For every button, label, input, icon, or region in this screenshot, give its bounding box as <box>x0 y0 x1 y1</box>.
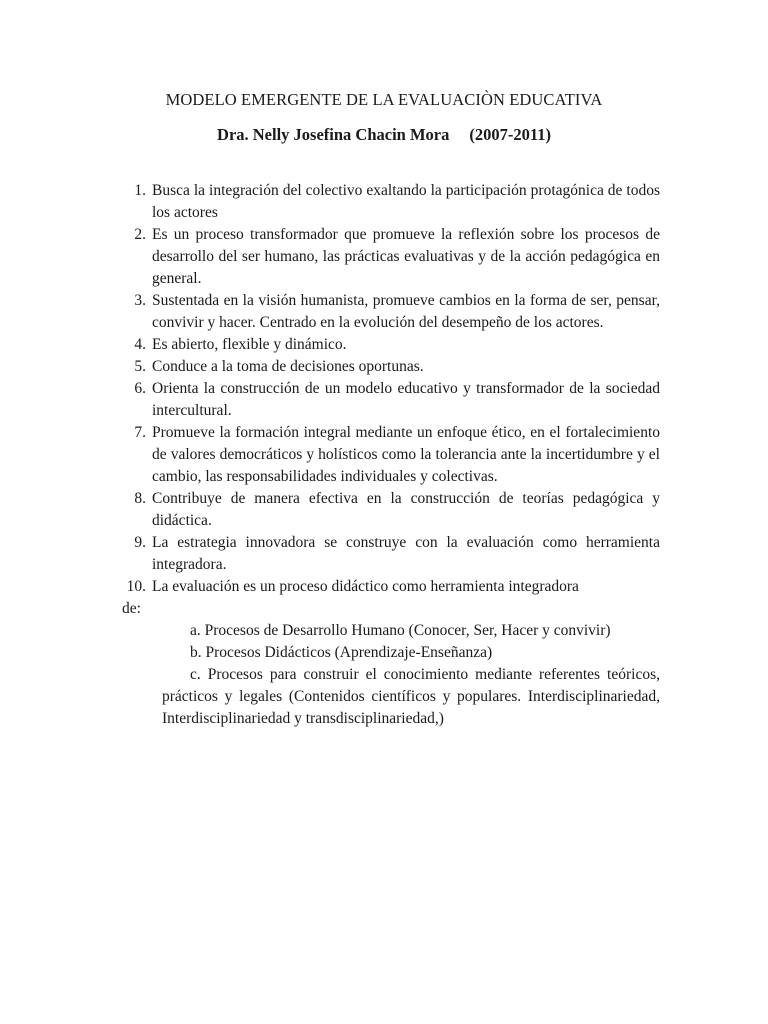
list-item-number: 3. <box>134 292 146 309</box>
list-item <box>124 334 660 356</box>
list-item-text: Es abierto, flexible y dinámico. <box>152 336 347 353</box>
list-item <box>124 356 660 378</box>
list-item-text: La estrategia innovadora se construye con la evaluación como herramienta integradora. <box>152 534 660 573</box>
list-item-number: 5. <box>134 358 146 375</box>
list-item-text: Orienta la construcción de un modelo educativo y transformador de la sociedad intercultural. <box>152 380 660 419</box>
list-item-number: 7. <box>134 424 146 441</box>
list-item-text: Contribuye de manera efectiva en la construcción de teorías pedagógica y didáctica. <box>152 490 660 529</box>
list-item <box>124 290 660 334</box>
list-item <box>124 180 660 224</box>
list-item-number: 2. <box>134 226 146 243</box>
list-item-text: Promueve la formación integral mediante un enfoque ético, en el fortalecimiento de valores democráticos y holísticos como la tolerancia ante la incertidumbre y el cambio, las responsabilidades individuales y colectivas. <box>152 424 660 485</box>
list-item <box>124 488 660 532</box>
numbered-list <box>124 180 660 730</box>
list-item-10 <box>124 576 660 730</box>
list-item <box>124 422 660 488</box>
author-years: (2007-2011) <box>469 125 551 144</box>
sub-item-c: c. Procesos para construir el conocimiento mediante referentes teóricos, prácticos y legales (Contenidos científicos y populares. Interdisciplinariedad, Interdisciplinariedad y transdisciplinariedad,) <box>162 666 660 727</box>
sub-item-b: b. Procesos Didácticos (Aprendizaje-Enseñanza) <box>190 644 493 661</box>
list-item-text: Conduce a la toma de decisiones oportunas. <box>152 358 424 375</box>
list-item-text: La evaluación es un proceso didáctico como herramienta integradora <box>152 578 579 595</box>
sub-item-a: a. Procesos de Desarrollo Humano (Conocer, Ser, Hacer y convivir) <box>190 622 611 639</box>
list-item <box>124 378 660 422</box>
list-item-number: 10. <box>126 578 146 595</box>
list-item-text: Sustentada en la visión humanista, promueve cambios en la forma de ser, pensar, convivir y hacer. Centrado en la evolución del desempeño de los actores. <box>152 292 660 331</box>
list-item-text-continuation: de: <box>122 600 141 617</box>
list-item <box>124 224 660 290</box>
author-name: Dra. Nelly Josefina Chacin Mora <box>217 125 450 144</box>
list-item <box>124 532 660 576</box>
list-item-number: 1. <box>134 182 146 199</box>
author-line <box>0 125 768 145</box>
document-title: MODELO EMERGENTE DE LA EVALUACIÒN EDUCATIVA <box>165 90 603 109</box>
list-item-number: 9. <box>134 534 146 551</box>
list-item-text: Es un proceso transformador que promueve la reflexión sobre los procesos de desarrollo del ser humano, las prácticas evaluativas y de la acción pedagógica en general. <box>152 226 660 287</box>
list-item-number: 8. <box>134 490 146 507</box>
list-item-number: 6. <box>134 380 146 397</box>
list-item-text: Busca la integración del colectivo exaltando la participación protagónica de todos los actores <box>152 182 660 221</box>
list-item-number: 4. <box>134 336 146 353</box>
